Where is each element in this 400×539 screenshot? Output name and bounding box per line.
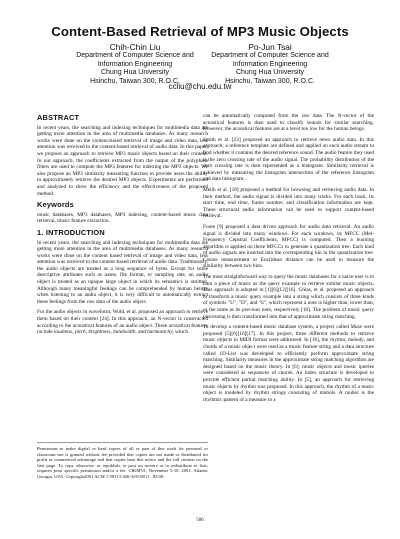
author-block-1 [70, 42, 200, 86]
right-text: To develop a content-based music database system, a project called [203, 324, 351, 331]
abstract-text: In recent years, the searching and indexing techniques for multimedia data are getting more attention in the area of multimedia databases. As many research works were done on the content-based retrieval of image and video data, less attention was received to the content-based retrieval of audio data. In this paper, we propose an approach to retrieve MP3 music objects based on their content. In our approach, the coefficients extracted from the output of the polyphase filters are used to compute the MP3 features for indexing the MP3 objects. We also propose an MP3 similarity measuring function to provide users the ability to approximately retrieve the desired MP3 objects. Experiments are performed and analyzed to show the efficiency and the effectiveness of the proposed method. [37, 124, 208, 197]
author-dept: Department of Computer Science and [211, 52, 329, 59]
intro-text: For the audio objects in waveform, Wold, et al. proposed an approach to retrieve them based on their content [24]. In this approach, an N-vector is constructed according to the acoustical features of an audio object. These acoustical features include [37, 309, 208, 336]
right-paragraph-3: Melih et al. [18] proposed a method for browsing and retrieving audio data. In their method, the audio signal is divided into many tracks. For each track, its start time, end time, frame number, and classification information are kept. These structural audio information can be used to support content-based retrieval. [203, 186, 374, 220]
right-italic: Muse [350, 324, 363, 331]
right-paragraph-2: Smith et al. [23] proposed an approach to retrieve news audio data. In this approach, a reference template are defined and applied on each audio stream to find whether it contains the desired reference sound. The audio feature they used is the zero crossing rate of the audio signal. The probability distribution of the zero crossing rate is then represented as a histogram. Similarity retrieval is achieved by measuring the histogram intersection of the reference histogram and data histogram. [203, 136, 374, 183]
intro-paragraph-1: In recent years, the searching and indexing techniques for multimedia data are getting more attention in the area of multimedia databases. As many research works were done on the content based retrieval of image and video data, less attention was received to the content-based retrieval of audio data. Traditionally, the audio objects are treated as a long sequence of bytes. Except for some descriptive attributes such as name, file format, or sampling rate, an audio object is treated as an opaque large object in which its semantics is omitted. Although many meaningful feelings can be comprehended by human beings when listening to an audio object, it is very difficult to automatically extract these feelings from the raw data of the audio object. [37, 239, 208, 305]
author-dept2: Information Engineering [232, 60, 308, 68]
right-column [203, 113, 374, 407]
right-paragraph-4: Foote [9] proposed a data driven approach for audio data retrieval. An audio signal is divided into many windows. For each windows, its MFCC (Mel-Frequency Cepstral Coefficients, MFCC) is computed. Then a learning algorithm is applied on these MFCCs to generate a quantization tree. Each kind of audio signals are inserted into the corresponding bin in the quantization tree. Cosine measurement or Euclidean distance can be used to measure the similarity between two bins. [203, 223, 374, 270]
paper-title: Content-Based Retrieval of MP3 Music Objects [51, 24, 349, 39]
right-paragraph-6 [203, 324, 374, 403]
right-paragraph-1: can be automatically computed from the raw data. The N-vector of the acoustical features is then used to classify sounds for similar searching. However, the acoustical features are at a level too low for the human beings. [203, 113, 374, 133]
author-univ: Chung Hua University [235, 69, 305, 77]
abstract-heading: ABSTRACT [37, 113, 80, 122]
permission-footnote: Permission to make digital or hard copies of all or part of this work for personal or classroom use is granted without fee provided that copies are not made or distributed for profit or commercial advantage and that copies bear this notice and the full citation on the first page. To copy otherwise, or republish, to post on servers or to redistribute to lists, requires prior specific permission and/or a fee. CIKM'01, November 5-10, 2001, Atlanta, Georgia, USA. Copyright2001 ACM 1-58113-436-3/01/0011...$5.00. [37, 442, 208, 480]
author-email[interactable]: ccliu@chu.edu.tw [168, 82, 232, 91]
left-column [37, 110, 208, 340]
author-dept2: Information Engineering [97, 60, 173, 68]
author-univ: Chung Hua University [100, 69, 170, 77]
right-paragraph-5: The most straightforward way to query the music databases for a naive user is to hum a piece of music as the query example to retrieve similar music objects. This approach is adopted in [1][6][12][16]. Ghias, et al. proposed an approach to transform a music query example into a string which consists of three kinds of symbols "U", "D", and "S", which represent a note is higher than, lower than, or the same as its previous note, respectively [10]. The problem of music query processing is then transformed into that of approximate string matching. [203, 274, 374, 320]
page-number: 506 [196, 518, 204, 523]
right-text: were proposed [5][6][16][17]. In this project, three different methods to retrieve music objects in MIDI format were addressed. In [16], the rhythm, melody, and chords of a music object were used as a music feature string and a data structure called 1D-List was developed to efficiently perform approximate string matching. Similarity measures in the approximate string matching algorithm are designed based on the music theory. In [6], music objects and music queries were considered as sequences of chords. An index structure is developed to provide efficient partial matching ability. In [5], an approach for retrieving music objects by rhythm was proposed. In this approach, the rhythm of a music object is modeled by rhythm strings consisting of mubols. A mubol is the rhythmic pattern of a measure in a [203, 324, 374, 403]
author-block-2 [205, 42, 335, 86]
author-name: Chih-Chin Liu [109, 42, 161, 52]
intro-italic: harmonicity, [147, 329, 174, 336]
intro-italic: loudness, pitch, brightness, bandwidth, [53, 329, 137, 336]
intro-paragraph-2 [37, 309, 208, 335]
author-name: Po-Jun Tsai [248, 42, 292, 52]
keywords-text: music databases, MP3 databases, MP3 indexing, content-based music data retrieval, music feature extraction. [37, 211, 208, 225]
intro-heading: 1. INTRODUCTION [37, 227, 105, 237]
author-dept: Department of Computer Science and [76, 52, 194, 59]
author-addr: Hsinchu, Taiwan 300, R.O.C. [90, 77, 180, 85]
intro-text: which [173, 329, 188, 336]
intro-text: and [136, 329, 148, 336]
keywords-heading: Keywords [37, 200, 74, 210]
author-addr: Hsinchu, Taiwan 300, R.O.C. [225, 77, 315, 85]
